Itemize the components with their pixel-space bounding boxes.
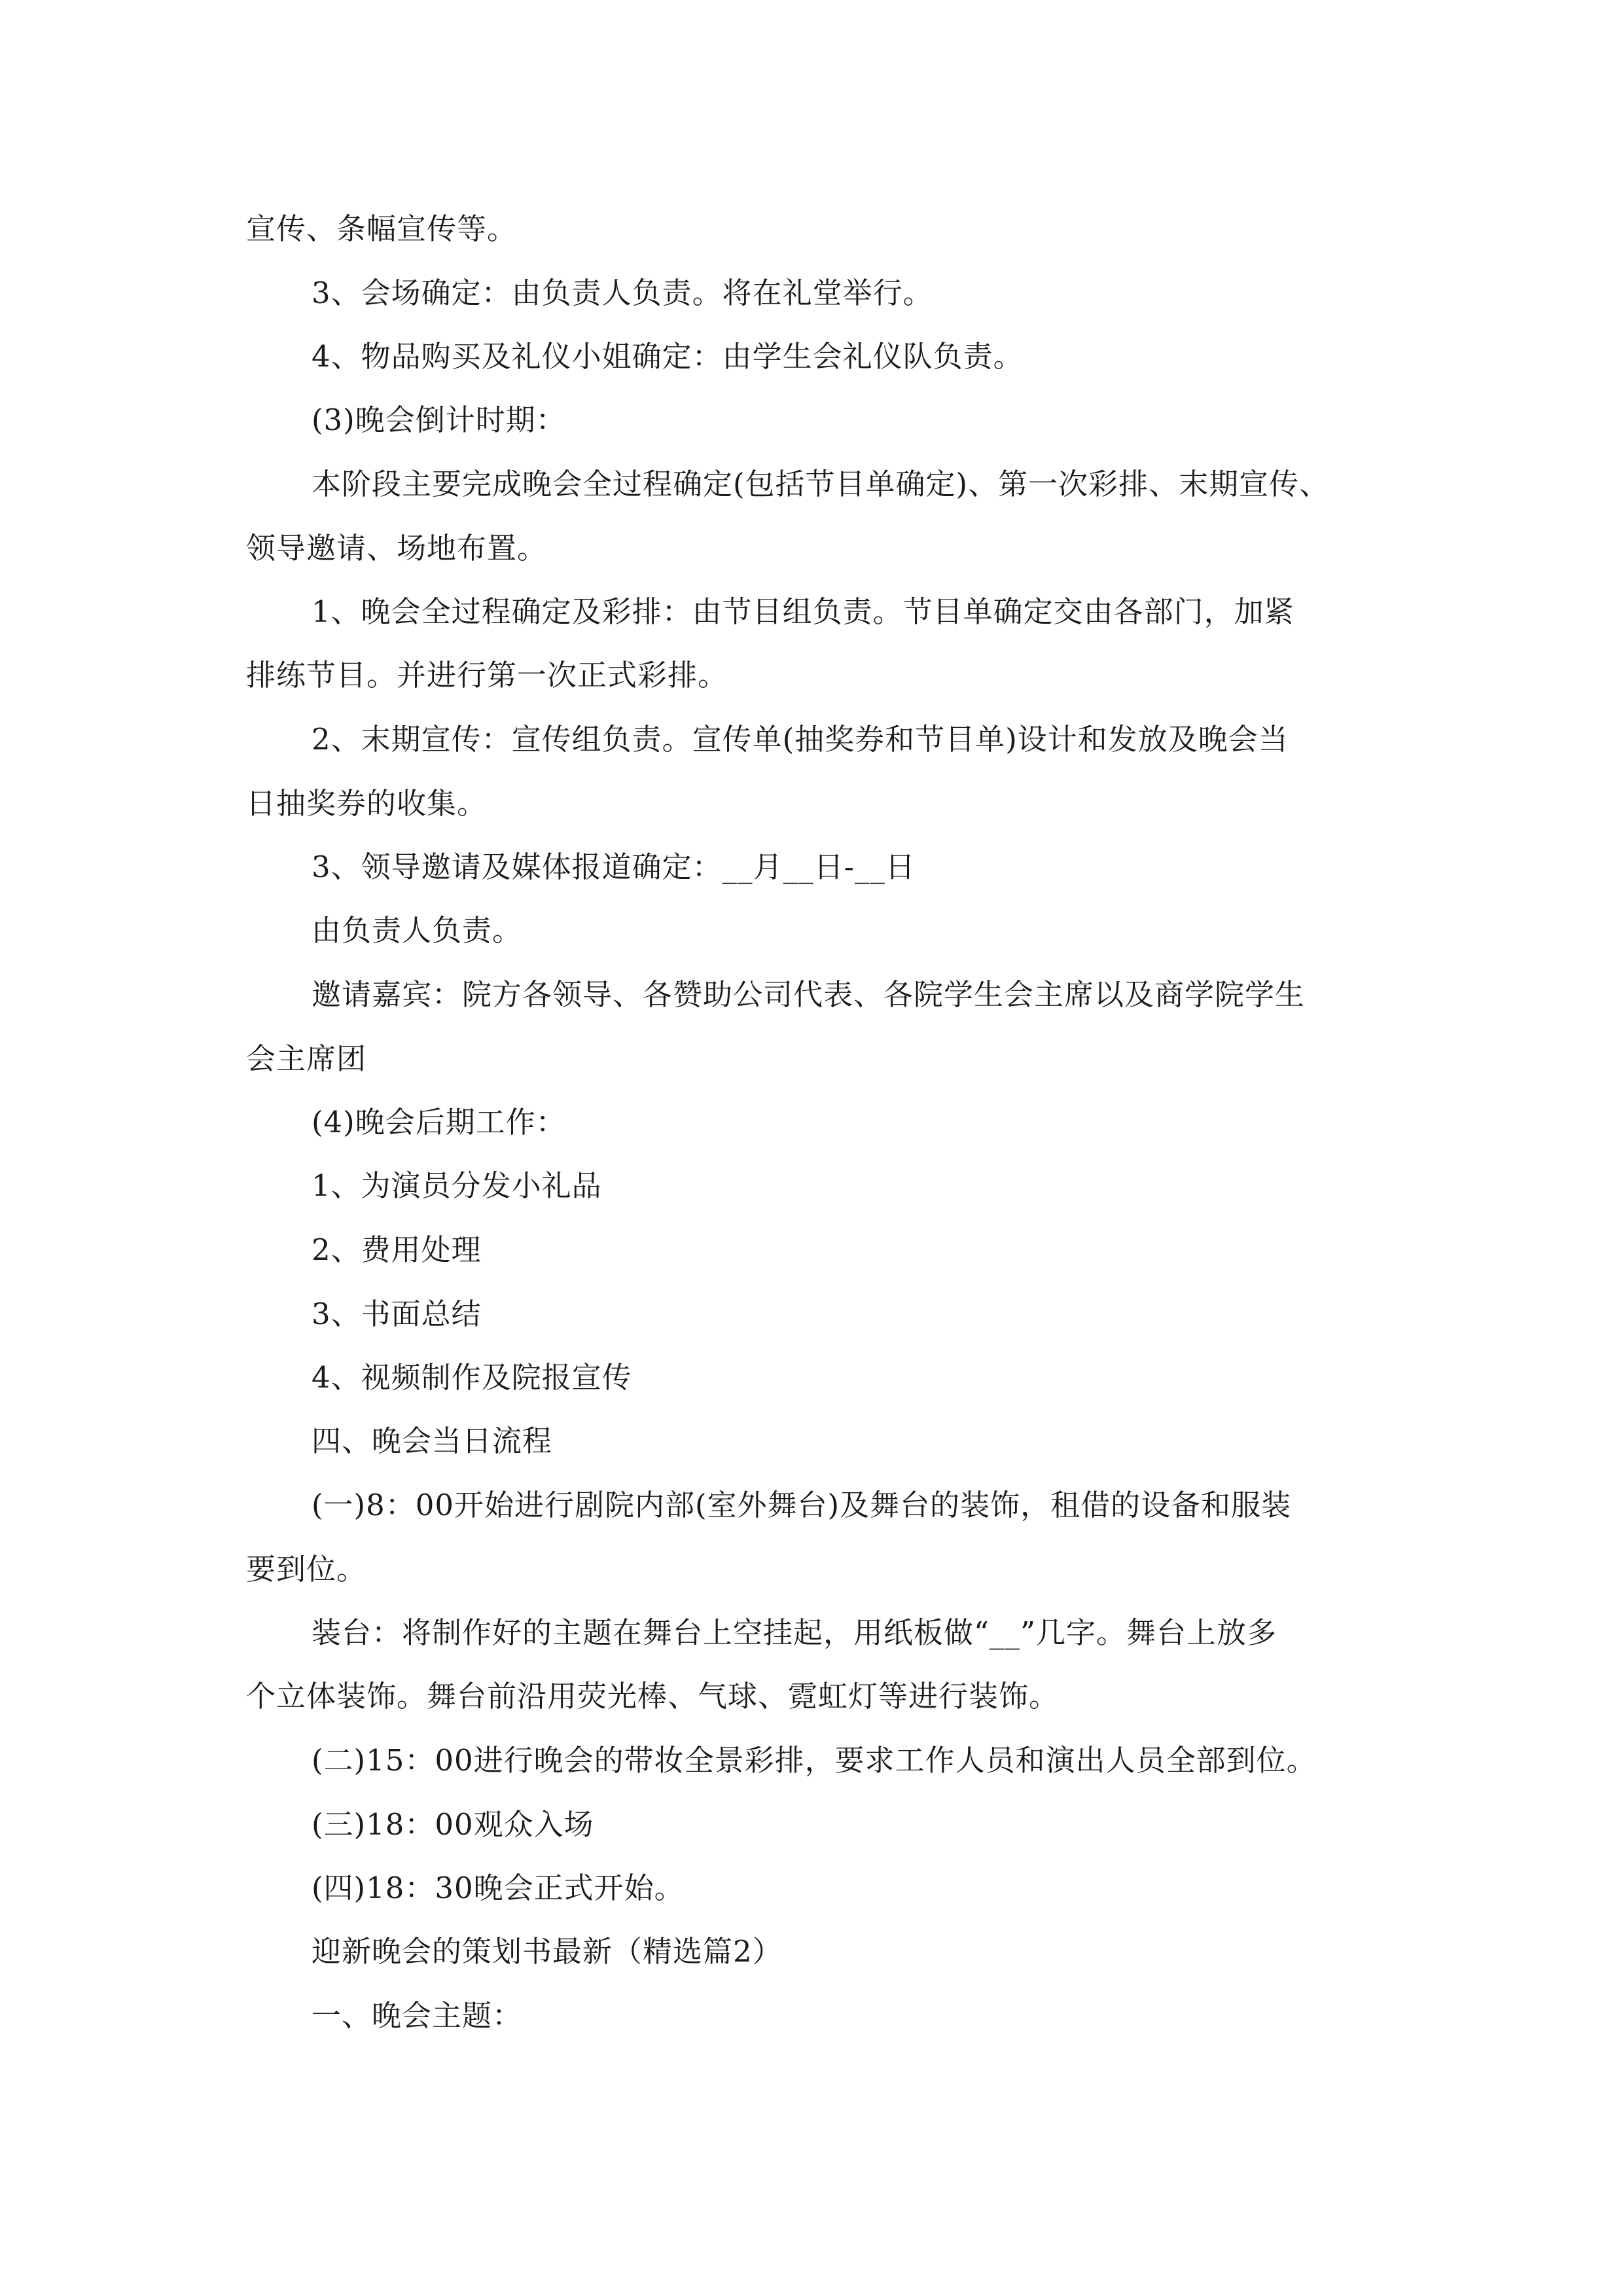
document-title: 迎新晚会的策划书最新（精选篇2） xyxy=(312,1934,783,1969)
text-line: 1、晚会全过程确定及彩排：由节目组负责。节目单确定交由各部门，加紧 xyxy=(312,594,1294,629)
section-heading: 四、晚会当日流程 xyxy=(312,1424,553,1458)
text-line: 3、领导邀请及媒体报道确定：__月__日-__日 xyxy=(312,850,916,884)
text-line: 日抽奖券的收集。 xyxy=(246,786,488,821)
text-line: 个立体装饰。舞台前沿用荧光棒、气球、霓虹灯等进行装饰。 xyxy=(246,1679,1060,1713)
text-line: 排练节目。并进行第一次正式彩排。 xyxy=(246,658,728,692)
text-line: (四)18：30晚会正式开始。 xyxy=(312,1871,685,1905)
text-line: (三)18：00观众入场 xyxy=(312,1807,594,1842)
text-line: (3)晚会倒计时期： xyxy=(312,403,566,437)
text-line: 4、视频制作及院报宣传 xyxy=(312,1360,632,1395)
text-line: (一)8：00开始进行剧院内部(室外舞台)及舞台的装饰，租借的设备和服装 xyxy=(312,1488,1292,1522)
text-line: 4、物品购买及礼仪小姐确定：由学生会礼仪队负责。 xyxy=(312,339,1024,374)
text-line: 宣传、条幅宣传等。 xyxy=(246,211,518,246)
text-line: 3、书面总结 xyxy=(312,1297,482,1331)
text-line: 领导邀请、场地布置。 xyxy=(246,531,548,565)
text-line: 要到位。 xyxy=(246,1552,367,1587)
text-line: 3、会场确定：由负责人负责。将在礼堂举行。 xyxy=(312,276,933,310)
text-line: (4)晚会后期工作： xyxy=(312,1105,566,1139)
text-line: 1、为演员分发小礼品 xyxy=(312,1168,602,1203)
text-line: 会主席团 xyxy=(246,1041,367,1076)
text-line: 邀请嘉宾：院方各领导、各赞助公司代表、各院学生会主席以及商学院学生 xyxy=(312,977,1306,1012)
text-line: 装台：将制作好的主题在舞台上空挂起，用纸板做“__”几字。舞台上放多 xyxy=(312,1615,1277,1650)
text-line: 本阶段主要完成晚会全过程确定(包括节目单确定)、第一次彩排、末期宣传、 xyxy=(312,467,1330,501)
section-heading: 一、晚会主题： xyxy=(312,1998,523,2033)
text-line: 2、末期宣传：宣传组负责。宣传单(抽奖券和节目单)设计和发放及晚会当 xyxy=(312,722,1289,757)
text-line: 2、费用处理 xyxy=(312,1232,482,1267)
text-line: 由负责人负责。 xyxy=(312,913,523,948)
text-line: (二)15：00进行晚会的带妆全景彩排，要求工作人员和演出人员全部到位。 xyxy=(312,1743,1317,1778)
